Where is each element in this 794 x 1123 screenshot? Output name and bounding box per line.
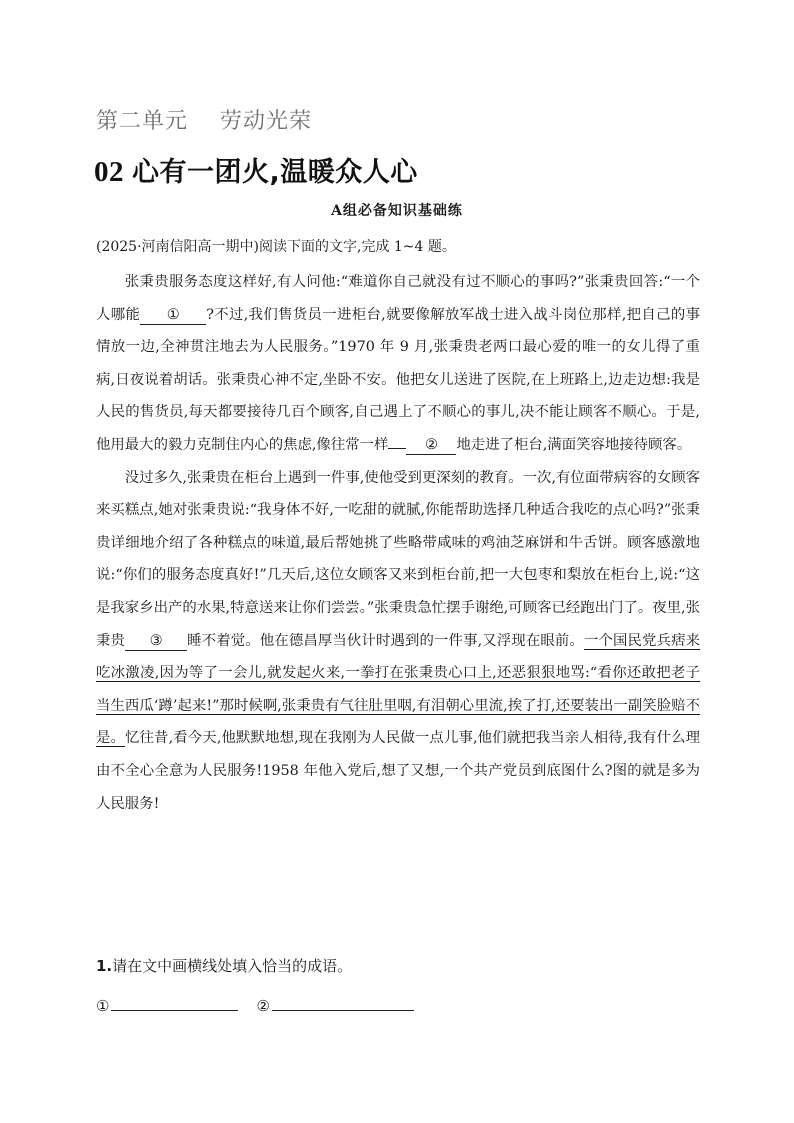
paragraph-text: ?不过,我们售货员一进柜台,就要像解放军战士进入战斗岗位那样,把自己的事情放一边,全神贯注地去为人民服务。”1970 年 9 月,张秉贵老两口最心爱的唯一的女儿得了重病,日夜说着胡话。张秉贵心神不定,坐卧不安。他把女儿送进了医院,在上班路上,边走边想:我是人民的售货员,每天都要接待几百个顾客,自己遇上了不顺心的事儿,决不能让顾客不顺心。于是,他用最大的毅力克制住内心的焦虑,像往常一样 — [96, 306, 700, 453]
fill-blank-2-lead — [388, 448, 406, 449]
answer-label-2: ② — [256, 997, 270, 1015]
paragraph-1 — [96, 266, 700, 462]
reading-passage — [96, 266, 700, 820]
question-text: 请在文中画横线处填入恰当的成语。 — [112, 957, 353, 975]
lesson-heading — [94, 150, 418, 189]
question-number: 1. — [96, 957, 113, 975]
unit-title: 第二单元 劳动光荣 — [96, 109, 312, 134]
paragraph-text: 没过多久,张秉贵在柜台上遇到一件事,使他受到更深刻的教育。一次,有位面带病容的女顾客来买糕点,她对张秉贵说:“我身体不好,一吃甜的就腻,你能帮助选择几种适合我吃的点心吗?”张秉贵详细地介绍了各种糕点的味道,最后帮她挑了些略带咸味的鸡油芝麻饼和牛舌饼。顾客感激地说:“你们的服务态度真好!”几天后,这位女顾客又来到柜台前,把一大包枣和梨放在柜台上,说:“这是我家乡出产的水果,特意送来让你们尝尝。”张秉贵急忙摆手谢绝,可顾客已经跑出门了。夜里,张秉贵 — [96, 469, 700, 649]
question-1 — [96, 955, 352, 976]
fill-blank-1: ① — [140, 306, 206, 325]
paragraph-2 — [96, 462, 700, 821]
fill-blank-2: ② — [406, 436, 456, 455]
underlined-sentence: 一个国民党兵痞来吃冰激凌,因为等了一会儿,就发起火来,一拳打在张秉贵心口上,还恶狠狠地骂:“看你还敢把老子当生西瓜‘蹲’起来!”那时候啊,张秉贵有气往肚里咽,有泪朝心里流,挨了打,还要装出一副笑脸赔不是。 — [96, 632, 700, 747]
paragraph-text: 地走进了柜台,满面笑容地接待顾客。 — [456, 436, 692, 453]
source-line: (2025·河南信阳高一期中)阅读下面的文字,完成 1~4 题。 — [96, 239, 456, 255]
answer-line-1[interactable] — [111, 994, 238, 1011]
section-title: A组必备知识基础练 — [331, 203, 463, 219]
lesson-number: 02 — [94, 156, 124, 188]
fill-blank-3: ③ — [125, 632, 187, 651]
paragraph-text: 忆往昔,看今天,他默默地想,现在我刚为人民做一点儿事,他们就把我当亲人相待,我有什么理由不全心全意为人民服务!1958 年他入党后,想了又想,一个共产党员到底图什么?图的就是多为人民服务! — [96, 730, 700, 812]
paragraph-text: 睡不着觉。他在德昌厚当伙计时遇到的一件事,又浮现在眼前。 — [187, 632, 584, 649]
answer-line-2[interactable] — [272, 994, 414, 1011]
answer-lines — [96, 994, 414, 1015]
paragraph-text: 张秉贵服务态度这样好,有人问他:“难道你自己就没有过不顺心的事吗?”张秉贵回答:“一个人哪能 — [96, 274, 700, 323]
lesson-title: 心有一团火,温暖众人心 — [132, 157, 418, 188]
answer-label-1: ① — [96, 997, 110, 1015]
